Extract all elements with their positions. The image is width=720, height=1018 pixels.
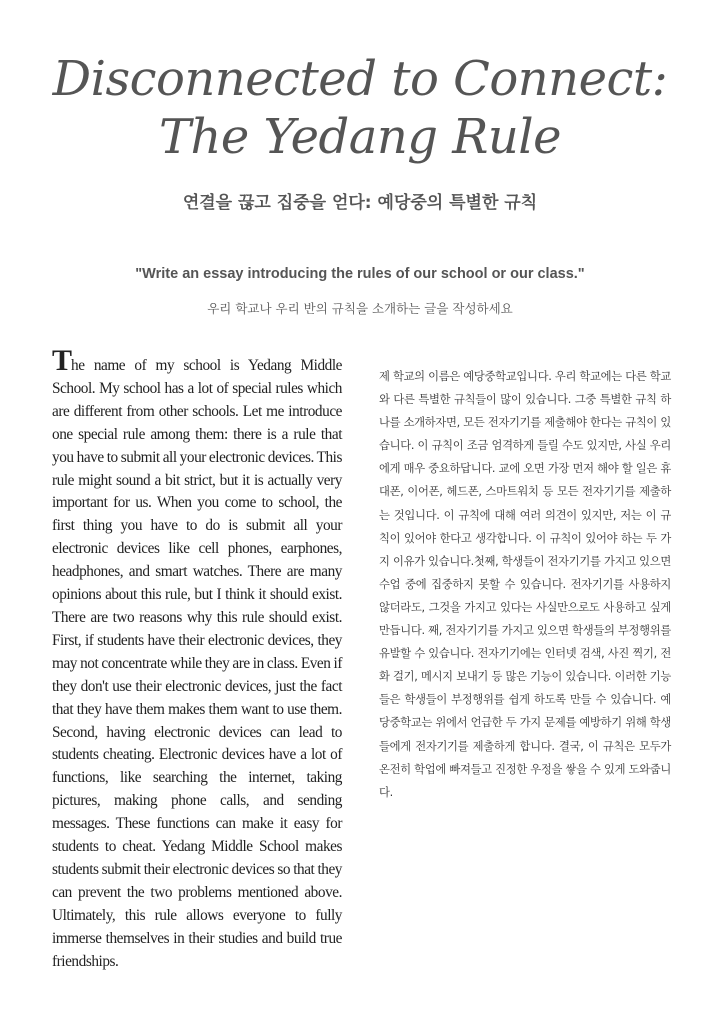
english-essay (52, 344, 342, 973)
page-title (0, 50, 720, 166)
title-line-2: The Yedang Rule (158, 109, 562, 165)
essay-prompt-korean: 우리 학교나 우리 반의 규칙을 소개하는 글을 작성하세요 (207, 301, 513, 316)
korean-subtitle: 연결을 끊고 집중을 얻다: 예당중의 특별한 규칙 (182, 193, 538, 213)
korean-essay: 제 학교의 이름은 예당중학교입니다. 우리 학교에는 다른 학교와 다른 특별한 규칙들이 많이 있습니다. 그중 특별한 규칙 하나를 소개하자면, 모든 전자기기를 제출해야 한다는 규칙이 있습니다. 이 규칙이 조금 엄격하게 들릴 수도 있지만, 사실 우리에게 매우 중요하답니다. 교에 오면 가장 먼저 해야 할 일은 휴대폰, 이어폰, 헤드폰, 스마트워치 등 모든 전자기기를 제출하는 것입니다. 이 규칙에 대해 여러 의견이 있지만, 저는 이 규칙이 있어야 한다고 생각합니다. 이 규칙이 있어야 하는 두 가지 이유가 있습니다.첫째, 학생들이 전자기기를 가지고 있으면 수업 중에 집중하지 못할 수 있습니다. 전자기기를 사용하지 않더라도, 그것을 가지고 있다는 사실만으로도 사용하고 싶게 만듭니다. 째, 전자기기를 가지고 있으면 학생들의 부정행위를 유발할 수 있습니다. 전자기기에는 인터넷 검색, 사진 찍기, 전화 걸기, 메시지 보내기 등 많은 기능이 있습니다. 이러한 기능들은 학생들이 부정행위를 쉽게 하도록 만들 수 있습니다. 예당중학교는 위에서 언급한 두 가지 문제를 예방하기 위해 학생들에게 전자기기를 제출하게 합니다. 결국, 이 규칙은 모두가 온전히 학업에 빠져들고 진정한 우정을 쌓을 수 있게 도와줍니다. (379, 370, 671, 799)
drop-cap: T (52, 344, 72, 377)
essay-prompt-english: "Write an essay introducing the rules of our school or our class." (135, 266, 585, 282)
english-essay-body: he name of my school is Yedang Middle School. My school has a lot of special rules which are different from other schools. Let me introduce one special rule among them: there is a rule that you have to submit all your electronic devices. This rule might sound a bit strict, but it is actually very important for us. When you come to school, the first thing you have to do is submit all your electronic devices like cell phones, earphones, headphones, and smart watches. There are many opinions about this rule, but I think it should exist. There are two reasons why this rule should exist. First, if students have their electronic devices, they may not concentrate while they are in class. Even if they don't use their electronic devices, just the fact that they have them makes them want to use them. Second, having electronic devices can lead to students cheating. Electronic devices have a lot of functions, like searching the internet, taking pictures, making phone calls, and sending messages. These functions can make it easy for students to cheat. Yedang Middle School makes students submit their electronic devices so that they can prevent the two problems mentioned above. Ultimately, this rule allows everyone to fully immerse themselves in their studies and build true friendships. (52, 357, 342, 970)
title-line-1: Disconnected to Connect: (52, 51, 668, 107)
